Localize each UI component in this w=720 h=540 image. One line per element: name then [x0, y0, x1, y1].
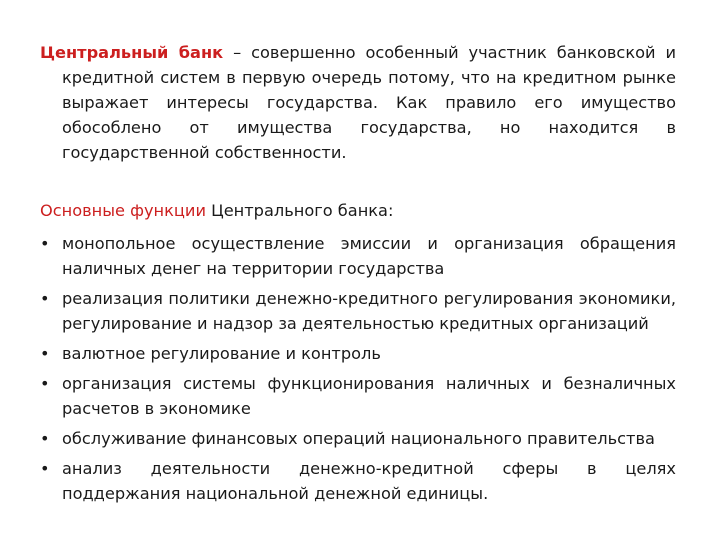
functions-heading-accent: Основные функции: [40, 201, 206, 220]
list-item: [40, 456, 676, 506]
list-item-text: валютное регулирование и контроль: [62, 344, 381, 363]
list-item: [40, 231, 676, 281]
list-item-text: анализ деятельности денежно-кредитной сферы в целях поддержания национальной денежной единицы.: [62, 459, 676, 503]
list-item-text: реализация политики денежно-кредитного регулирования экономики, регулирование и надзор за деятельностью кредитных организаций: [62, 289, 676, 333]
functions-list: [40, 231, 676, 506]
functions-heading: [40, 198, 676, 223]
list-item-text: обслуживание финансовых операций национального правительства: [62, 429, 655, 448]
definition-term: Центральный банк: [40, 43, 224, 62]
list-item-text: организация системы функционирования наличных и безналичных расчетов в экономике: [62, 374, 676, 418]
list-item-text: монопольное осуществление эмиссии и организация обращения наличных денег на территории государства: [62, 234, 676, 278]
bullet-icon: •: [40, 429, 50, 448]
bullet-icon: •: [40, 459, 50, 478]
definition-paragraph: [40, 40, 676, 165]
bullet-icon: •: [40, 344, 50, 363]
definition-text: – совершенно особенный участник банковской и кредитной систем в первую очередь потому, что на кредитном рынке выражает интересы государства. Как правило его имущество обособлено от имущества государства, но находится в государственной собственности.: [62, 43, 676, 162]
bullet-icon: •: [40, 374, 50, 393]
functions-heading-rest: Центрального банка:: [205, 201, 394, 220]
bullet-icon: •: [40, 234, 50, 253]
list-item: [40, 341, 676, 366]
list-item: [40, 426, 676, 451]
bullet-icon: •: [40, 289, 50, 308]
list-item: [40, 371, 676, 421]
list-item: [40, 286, 676, 336]
